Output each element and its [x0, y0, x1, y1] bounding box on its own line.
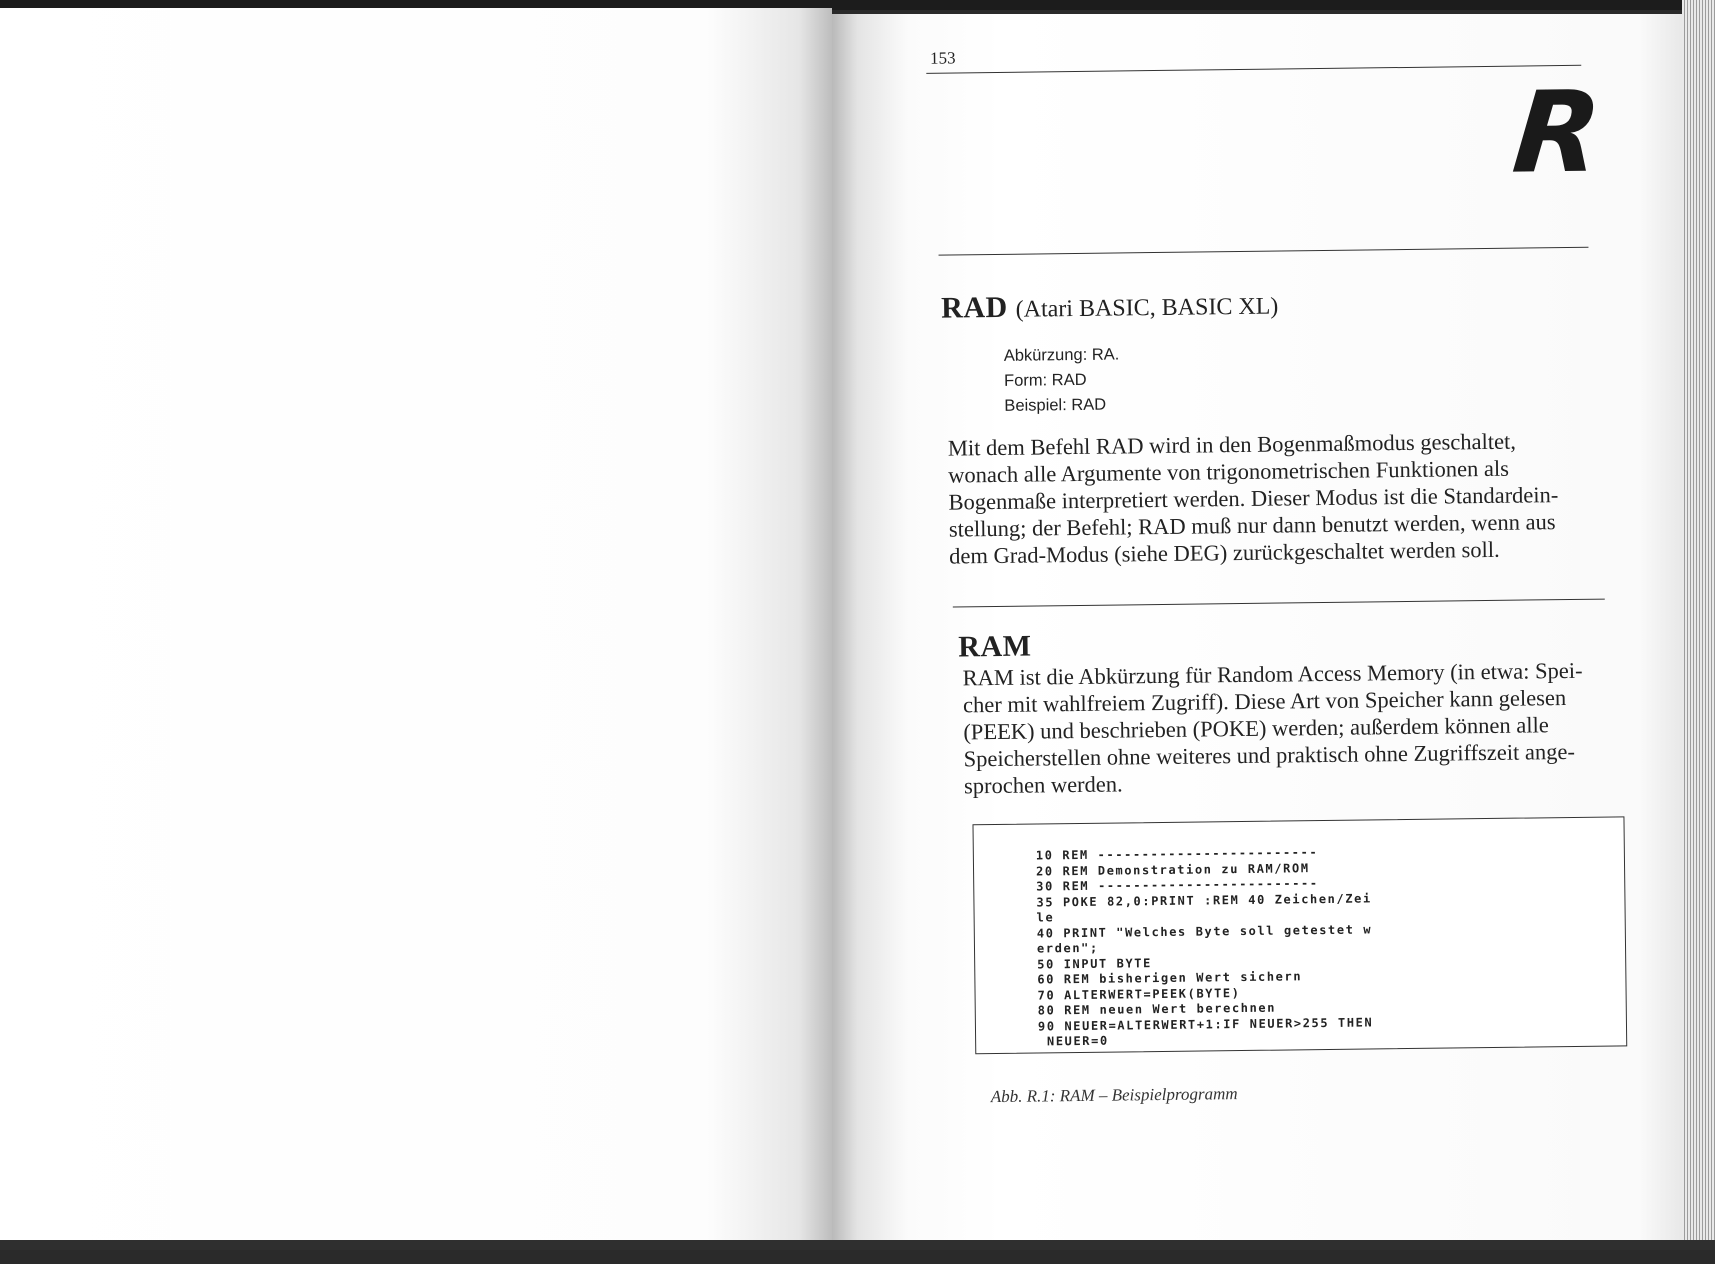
listing-line: 70 ALTERWERT=PEEK(BYTE): [1037, 985, 1241, 1003]
text-line: Bogenmaße interpretiert werden. Dieser Modus ist die Standardein-: [948, 482, 1559, 515]
listing-line: 90 NEUER=ALTERWERT+1:IF NEUER>255 THEN: [1037, 1014, 1374, 1034]
rad-form: Form: RAD: [1003, 370, 1087, 390]
text-line: sprochen werden.: [963, 771, 1123, 799]
text-line: stellung; der Befehl; RAD muß nur dann benutzt werden, wenn aus: [948, 509, 1556, 542]
text-line: Mit dem Befehl RAD wird in den Bogenmaßmodus geschaltet,: [947, 428, 1517, 461]
rad-entry-title: [941, 288, 1279, 326]
ram-description: [963, 656, 1615, 799]
listing-line: 60 REM bisherigen Wert sichern: [1037, 969, 1303, 987]
listing-line: erden";: [1036, 940, 1099, 956]
rad-abbreviation: Abkürzung: RA.: [1003, 345, 1120, 365]
listing-line: 30 REM -------------------------: [1036, 876, 1319, 894]
rad-meta: [1004, 342, 1120, 418]
text-line: wonach alle Argumente von trigonometrischen Funktionen als: [948, 455, 1510, 488]
text-line: RAM ist die Abkürzung für Random Access Memory (in etwa: Spei-: [962, 657, 1583, 691]
section-rule: [939, 247, 1589, 256]
rad-subtitle: (Atari BASIC, BASIC XL): [1015, 293, 1279, 323]
listing-line: 80 REM neuen Wert berechnen: [1037, 1000, 1277, 1018]
listing-line: 50 INPUT BYTE: [1037, 955, 1153, 972]
figure-caption: Abb. R.1: RAM – Beispielprogramm: [990, 1084, 1238, 1107]
text-line: (PEEK) und beschrieben (POKE) werden; außerdem können alle: [963, 712, 1549, 745]
rad-example: Beispiel: RAD: [1004, 395, 1107, 415]
listing-line: 40 PRINT "Welches Byte soll getestet w: [1036, 921, 1373, 941]
listing-line: le: [1036, 910, 1055, 925]
program-listing-box: [972, 816, 1627, 1054]
header-rule: [926, 65, 1581, 74]
program-listing: [1036, 844, 1374, 1050]
text-line: Speicherstellen ohne weiteres und praktisch ohne Zugriffszeit ange-: [963, 738, 1576, 772]
text-line: cher mit wahlfreiem Zugriff). Diese Art von Speicher kann gelesen: [962, 685, 1567, 718]
rad-keyword: RAD: [940, 290, 1008, 325]
ram-entry-title: RAM: [958, 629, 1032, 664]
rad-description: [948, 427, 1600, 570]
page-number: 153: [930, 48, 956, 68]
listing-line: NEUER=0: [1038, 1033, 1109, 1049]
listing-line: 10 REM -------------------------: [1035, 845, 1319, 863]
listing-line: 20 REM Demonstration zu RAM/ROM: [1035, 860, 1310, 879]
chapter-letter: R: [1508, 67, 1607, 199]
text-line: dem Grad-Modus (siehe DEG) zurückgeschaltet werden soll.: [949, 536, 1500, 569]
listing-line: 35 POKE 82,0:PRINT :REM 40 Zeichen/Zei: [1036, 890, 1372, 910]
section-rule: [953, 599, 1605, 608]
